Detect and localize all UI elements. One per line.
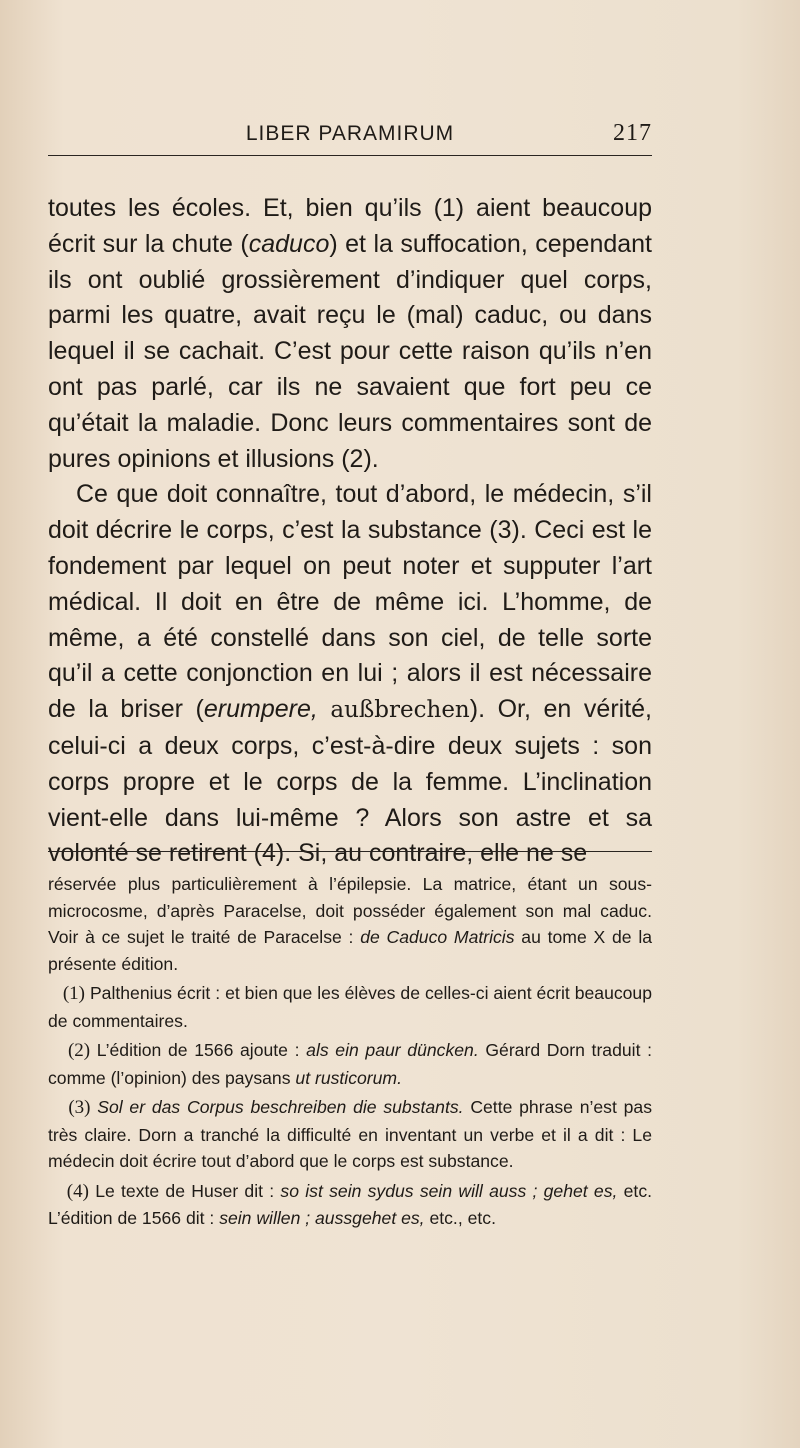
- text-span: au tome X de la présente édition.: [48, 927, 653, 974]
- footnote-number: (3): [68, 1097, 91, 1118]
- text-span: Ce que doit connaître, tout d’abord, le médecin, s’il doit décrire le corps, c’est la substance (3). Ceci est le fondement par lequel on peut noter et supputer l’art médical. Il doit en être de même ici. L’homme, de même, a été constellé dans son ciel, de telle sorte qu’il a cette conjonction en lui ; alors il est nécessaire de la briser (: [48, 480, 652, 724]
- footnote-number: (4): [66, 1180, 89, 1202]
- text-span: Le texte de Huser dit :: [88, 1180, 281, 1201]
- header-rule: [48, 155, 652, 156]
- italic-term: Sol er das Corpus beschreiben die substants.: [90, 1097, 464, 1117]
- footnote-continuation: [48, 871, 652, 977]
- paragraph-1: [48, 191, 652, 477]
- text-span: Gérard Dorn traduit : comme (l’opinion) des paysans: [48, 1040, 652, 1088]
- italic-term: als ein paur düncken.: [306, 1040, 479, 1060]
- footnote-number: (1): [62, 983, 85, 1004]
- footnote-2: [48, 1037, 652, 1091]
- footnote-number: (2): [67, 1040, 91, 1061]
- footnotes: [48, 871, 652, 1235]
- text-span: toutes les écoles. Et, bien qu’ils (1) aient beaucoup écrit sur la chute (: [48, 194, 652, 258]
- page-number: 217: [613, 120, 652, 146]
- footnote-rule: [48, 851, 652, 852]
- italic-term: caduco: [248, 229, 330, 258]
- text-span: Palthenius écrit : et bien que les élèves de celles-ci aient écrit beaucoup de commentaires.: [48, 983, 653, 1031]
- italic-term: erumpere,: [203, 695, 318, 724]
- text-span: ). Or, en vérité, celui-ci a deux corps, c’est-à-dire deux sujets : son corps propre et le corps de la femme. L’inclination vient-elle dans lui-même ? Alors son astre et sa volonté se retirent (4). Si, au contraire, elle ne se: [48, 695, 652, 868]
- main-text: [48, 191, 652, 872]
- text-span: ) et la suffocation, cependant ils ont oublié grossièrement d’indiquer quel corps, parmi les quatre, avait reçu le (mal) caduc, ou dans lequel il se cachait. C’est pour cette raison qu’ils n’en ont pas parlé, car ils ne savaient que fort peu ce qu’était la maladie. Donc leurs commentaires sont de pures opinions et illusions (2).: [48, 229, 652, 473]
- fraktur-term: außbrechen: [330, 697, 470, 724]
- text-span: réservée plus particulièrement à l’épilepsie. La matrice, étant un sous-microcosme, d’après Paracelse, doit posséder également son mal caduc. Voir à ce sujet le traité de Paracelse :: [48, 874, 652, 947]
- italic-term: so ist sein sydus sein will auss ; gehet es,: [280, 1180, 618, 1201]
- text-span: etc. L’édition de 1566 dit :: [48, 1180, 653, 1228]
- footnote-1: [48, 980, 652, 1034]
- italic-term: ut rusticorum.: [295, 1067, 402, 1088]
- text-span: etc., etc.: [424, 1208, 496, 1228]
- footnote-4: [48, 1178, 652, 1232]
- italic-term: sein willen ; aussgehet es,: [219, 1208, 425, 1228]
- running-head: LIBER PARAMIRUM: [245, 122, 455, 145]
- page-header: [48, 120, 652, 154]
- text-span: L’édition de 1566 ajoute :: [90, 1040, 307, 1060]
- text-span: Cette phrase n’est pas très claire. Dorn a tranché la difficulté en inventant un verbe et il a dit : Le médecin doit écrire tout d’abord que le corps est substance.: [48, 1097, 652, 1171]
- italic-term: de Caduco Matricis: [360, 927, 515, 947]
- paragraph-2: [48, 477, 652, 872]
- footnote-3: [48, 1094, 652, 1175]
